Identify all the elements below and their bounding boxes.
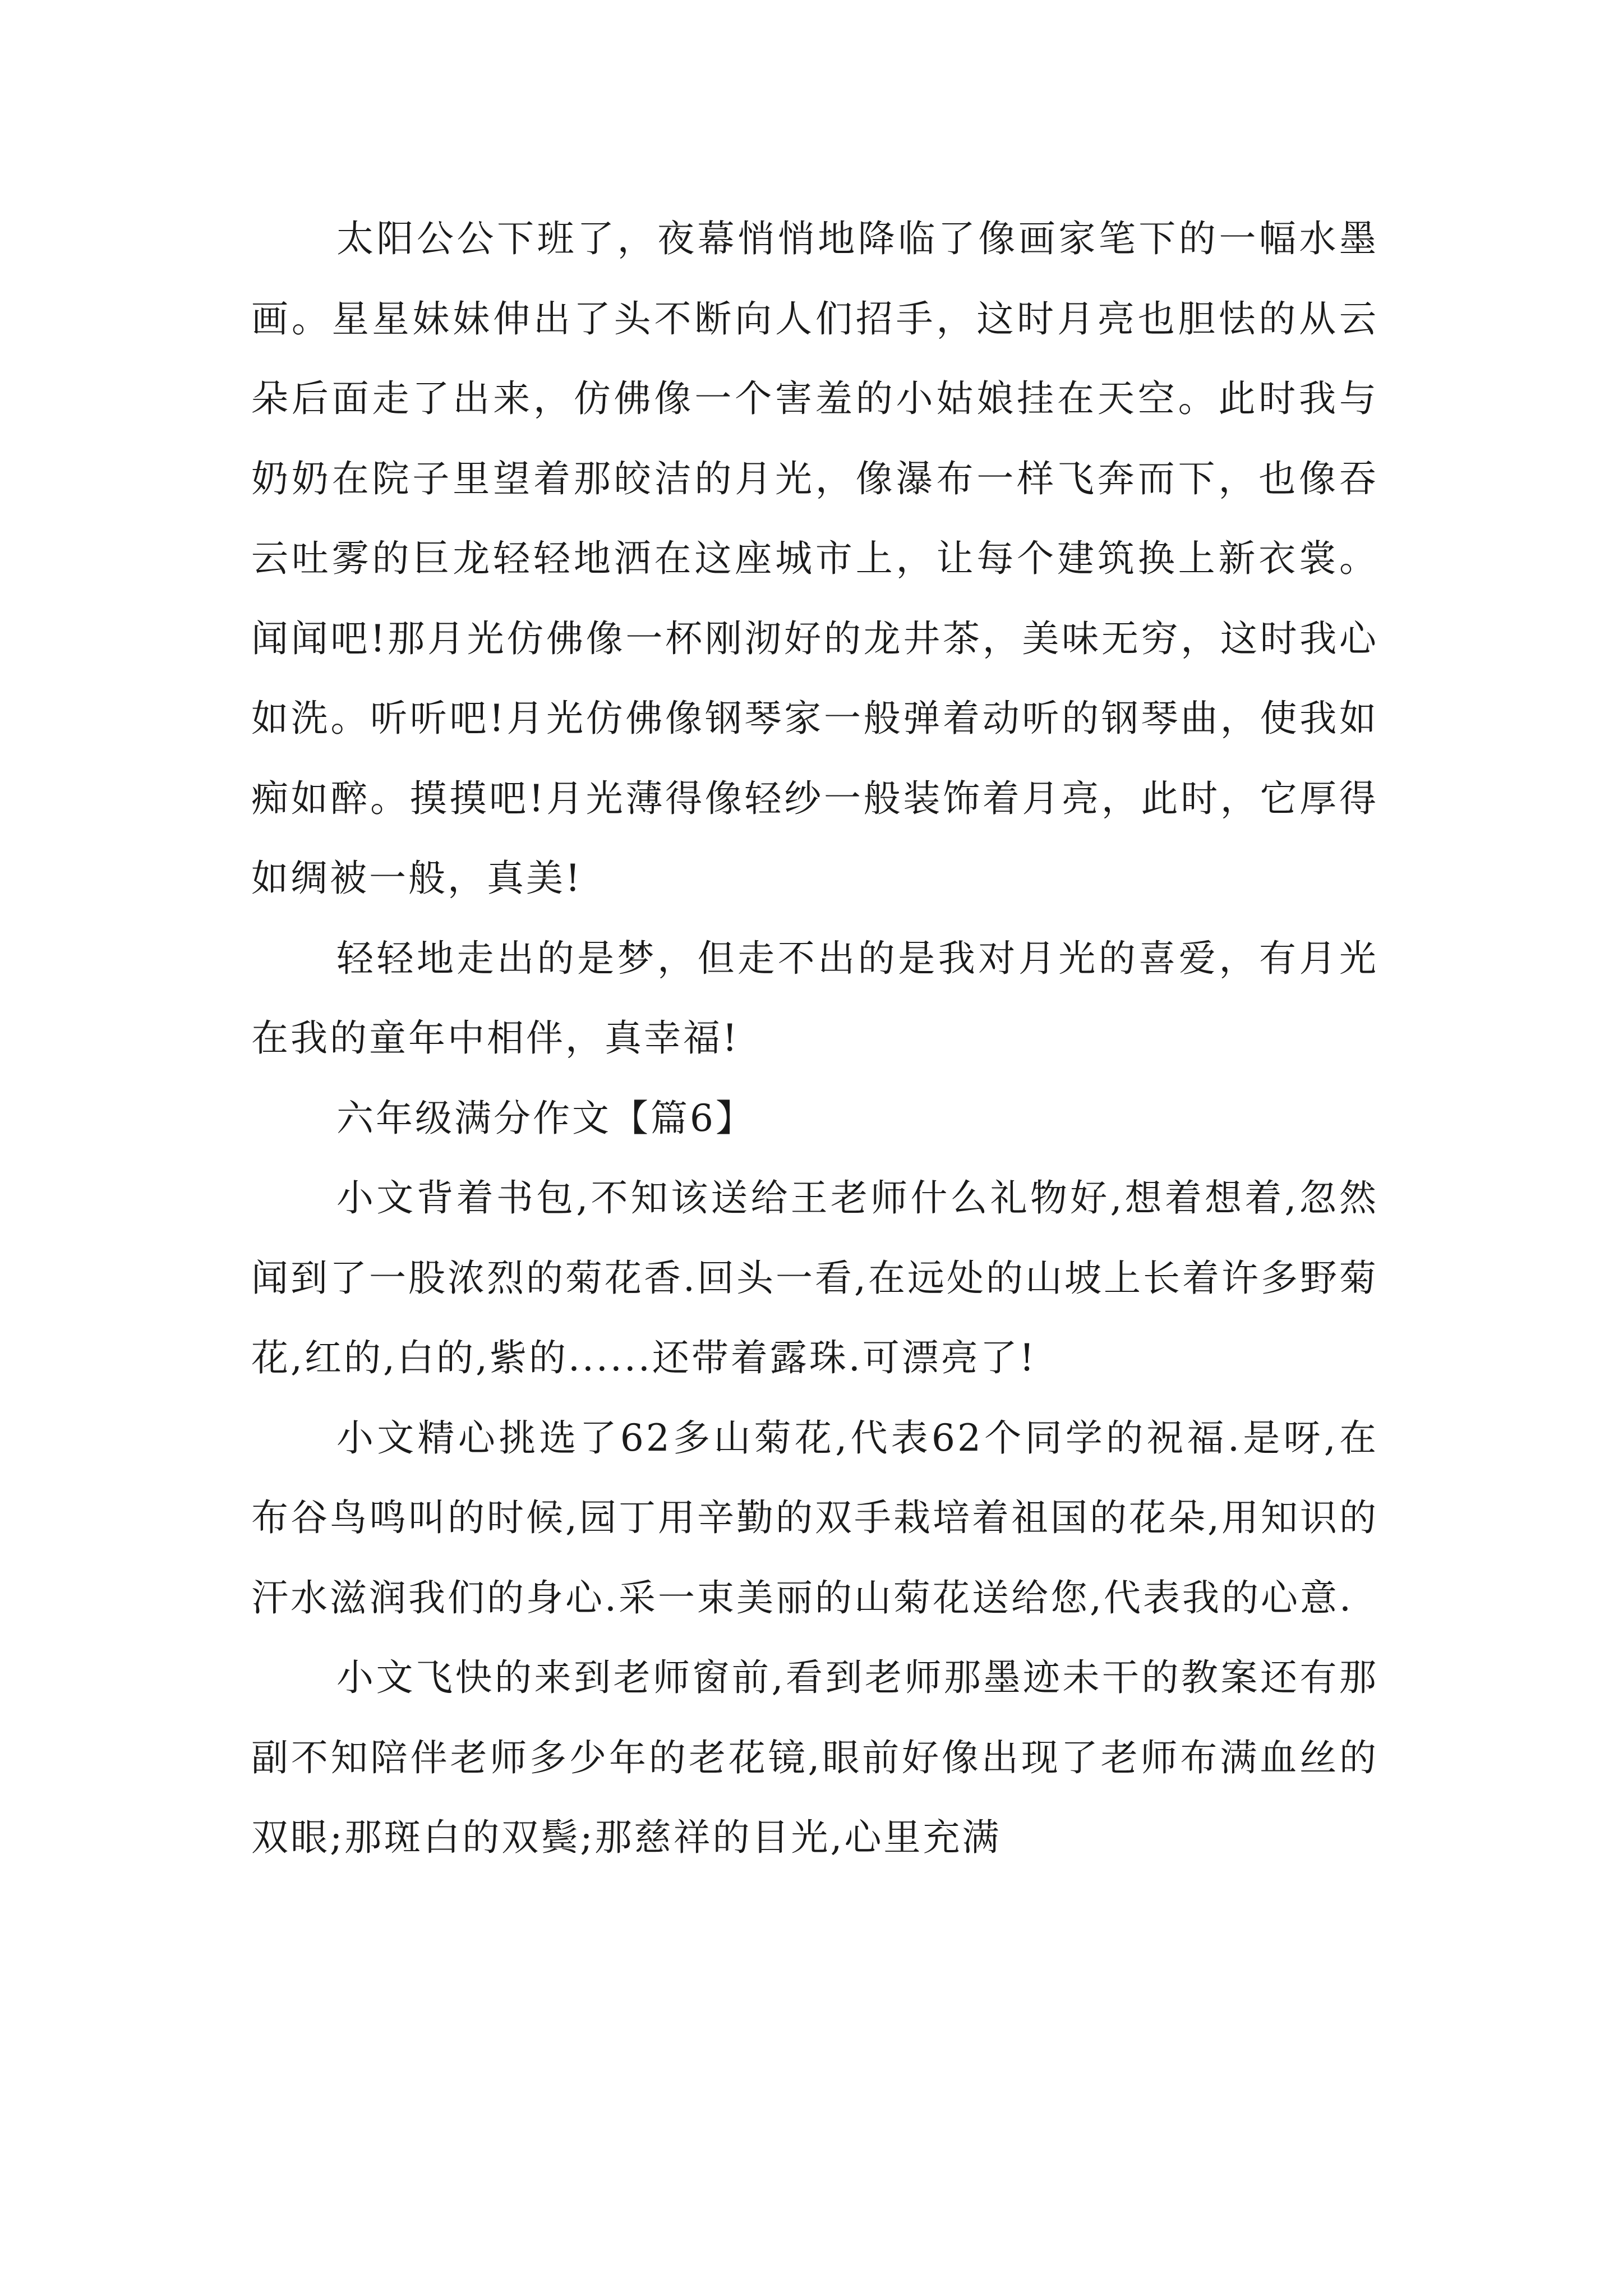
paragraph-xiaowen-gift: 小文背着书包,不知该送给王老师什么礼物好,想着想着,忽然闻到了一股浓烈的菊花香.回头一看,在远处的山坡上长着许多野菊花,红的,白的,紫的......还带着露珠.可漂亮了!	[251, 1176, 1378, 1379]
paragraph-moonlight-conclusion: 轻轻地走出的是梦，但走不出的是我对月光的喜爱，有月光在我的童年中相伴，真幸福!	[251, 936, 1378, 1060]
paragraph-xiaowen-window: 小文飞快的来到老师窗前,看到老师那墨迹未干的教案还有那副不知陪伴老师多少年的老花镜,眼前好像出现了老师布满血丝的双眼;那斑白的双鬓;那慈祥的目光,心里充满	[251, 1656, 1378, 1859]
section-title: 六年级满分作文【篇6】	[336, 1096, 755, 1140]
paragraph-moonlight-description: 太阳公公下班了，夜幕悄悄地降临了像画家笔下的一幅水墨画。星星妹妹伸出了头不断向人们招手，这时月亮也胆怯的从云朵后面走了出来，仿佛像一个害羞的小姑娘挂在天空。此时我与奶奶在院子里望着那皎洁的月光，像瀑布一样飞奔而下，也像吞云吐雾的巨龙轻轻地洒在这座城市上，让每个建筑换上新衣裳。闻闻吧!那月光仿佛像一杯刚沏好的龙井茶，美味无穷，这时我心如洗。听听吧!月光仿佛像钢琴家一般弹着动听的钢琴曲，使我如痴如醉。摸摸吧!月光薄得像轻纱一般装饰着月亮，此时，它厚得如绸被一般，真美!	[251, 217, 1378, 900]
paragraph-xiaowen-flowers: 小文精心挑选了62多山菊花,代表62个同学的祝福.是呀,在布谷鸟鸣叫的时候,园丁用辛勤的双手栽培着祖国的花朵,用知识的汗水滋润我们的身心.采一束美丽的山菊花送给您,代表我的心意.	[251, 1416, 1378, 1619]
document-body	[251, 199, 1378, 1878]
